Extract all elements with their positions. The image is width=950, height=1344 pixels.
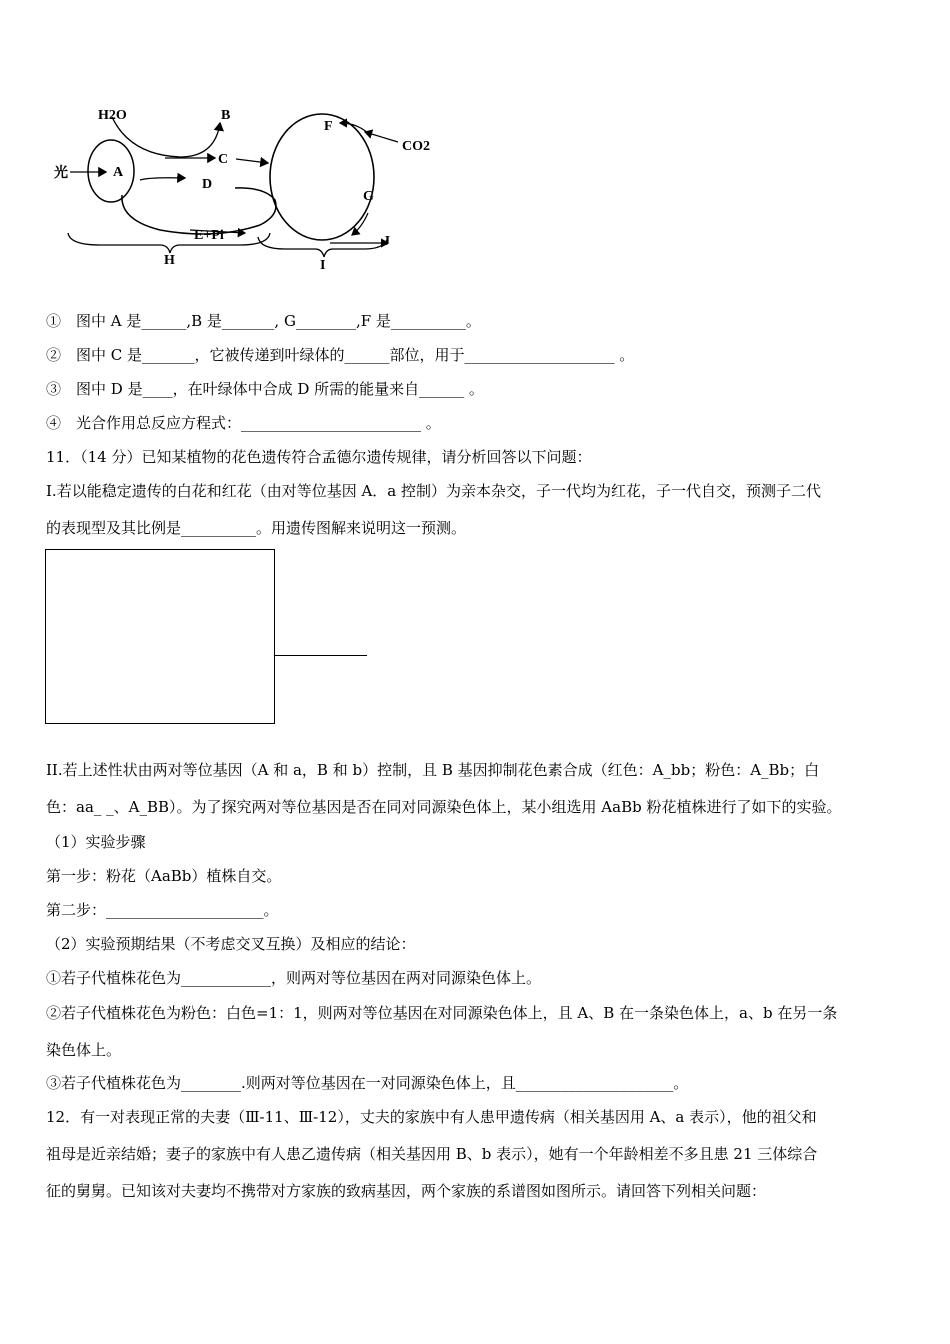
arrow-to-d — [140, 178, 185, 180]
result-1: ①若子代植株花色为____________，则两对等位基因在两对同源染色体上。 — [46, 969, 542, 987]
label-co2: CO2 — [402, 139, 430, 154]
experiment-steps-heading: （1）实验步骤 — [46, 833, 146, 851]
problem-11-part1-line1: I.若以能稳定遗传的白花和红花（由对等位基因 A．a 控制）为亲本杂交，子一代均为红花，子一代自交，预测子二代 — [46, 482, 822, 500]
label-f: F — [324, 119, 333, 134]
g-arrow — [352, 213, 368, 235]
result-2-line1: ②若子代植株花色为粉色：白色=1：1，则两对等位基因在对同源染色体上，且 A、B 在一条染色体上，a、b 在另一条 — [46, 1004, 838, 1022]
problem-11-part1-line2: 的表现型及其比例是__________。用遗传图解来说明这一预测。 — [46, 519, 467, 537]
problem-12-line3: 征的舅舅。已知该对夫妻均不携带对方家族的致病基因，两个家族的系谱图如图所示。请回答下列相关问题： — [46, 1182, 767, 1200]
step-one: 第一步：粉花（AaBb）植株自交。 — [46, 867, 282, 885]
problem-11-part2-line1: II.若上述性状由两对等位基因（A 和 a，B 和 b）控制，且 B 基因抑制花色素合成（红色：A_bb；粉色：A_Bb；白 — [46, 761, 820, 779]
label-h2o: H2O — [98, 108, 127, 123]
label-light: 光 — [54, 166, 68, 181]
calvin-cycle — [270, 114, 374, 240]
co2-arrow — [365, 132, 398, 142]
problem-12-line2: 祖母是近亲结婚；妻子的家族中有人患乙遗传病（相关基因用 B、b 表示），她有一个年龄相差不多且患 21 三体综合 — [46, 1145, 818, 1163]
question-2: ② 图中 C 是_______，它被传递到叶绿体的______部位，用于____________________ 。 — [46, 346, 635, 364]
label-g: G — [363, 189, 374, 204]
ellipse-a — [88, 140, 134, 202]
label-b: B — [221, 108, 231, 123]
problem-11-part2-line2: 色：aa_ _、A_BB）。为了探究两对等位基因是否在同对同源染色体上，某小组选用 AaBb 粉花植株进行了如下的实验。 — [46, 798, 842, 816]
answer-box-line — [275, 655, 367, 656]
result-3: ③若子代植株花色为________.则两对等位基因在一对同源染色体上，且_____________________。 — [46, 1074, 689, 1092]
c-to-cycle-arrow — [236, 159, 268, 163]
label-h: H — [164, 253, 175, 268]
problem-12-line1: 12．有一对表现正常的夫妻（Ⅲ-11、Ⅲ-12），丈夫的家族中有人患甲遗传病（相关基因用 A、a 表示），他的祖父和 — [46, 1108, 817, 1126]
expected-results-heading: （2）实验预期结果（不考虑交叉互换）及相应的结论： — [46, 935, 416, 953]
result-2-line2: 染色体上。 — [46, 1041, 122, 1059]
label-a: A — [113, 165, 124, 180]
problem-11-title: 11．（14 分）已知某植物的花色遗传符合孟德尔遗传规律，请分析回答以下问题： — [46, 448, 592, 466]
genetic-diagram-answer-box — [45, 549, 275, 724]
question-1: ① 图中 A 是______,B 是_______, G________,F 是__________。 — [46, 312, 481, 330]
label-c: C — [218, 152, 229, 167]
label-d: D — [202, 177, 213, 192]
label-j: J — [383, 234, 390, 249]
photosynthesis-diagram — [40, 95, 440, 275]
question-4: ④ 光合作用总反应方程式：________________________ 。 — [46, 414, 441, 432]
brace-h — [68, 233, 270, 253]
label-epi: E+Pi — [194, 228, 224, 243]
step-two: 第二步：_____________________。 — [46, 901, 279, 919]
label-i: I — [320, 258, 326, 273]
question-3: ③ 图中 D 是____，在叶绿体中合成 D 所需的能量来自______ 。 — [46, 380, 484, 398]
